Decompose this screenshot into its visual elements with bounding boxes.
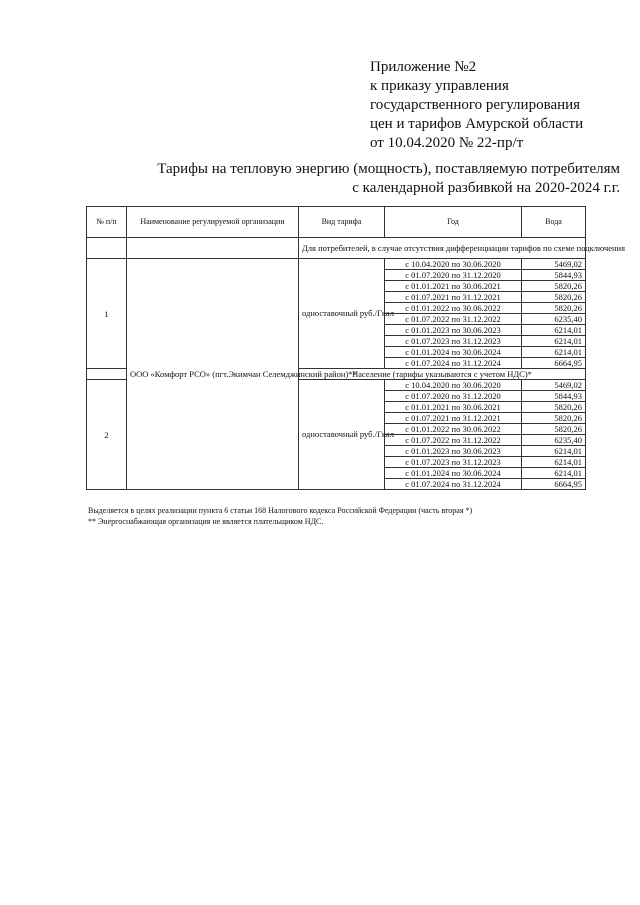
water-value-cell: 6214,01 — [522, 468, 586, 479]
water-value-cell: 5469,02 — [522, 259, 586, 270]
document-title-line1: Тарифы на тепловую энергию (мощность), поставляемую потребителям — [157, 161, 620, 177]
period-cell: с 01.01.2022 по 30.06.2022 — [385, 303, 522, 314]
period-cell: с 10.04.2020 по 30.06.2020 — [385, 259, 522, 270]
period-cell: с 01.01.2023 по 30.06.2023 — [385, 325, 522, 336]
period-cell: с 01.07.2020 по 31.12.2020 — [385, 270, 522, 281]
water-value-cell: 6664,95 — [522, 358, 586, 369]
water-value-cell: 5469,02 — [522, 380, 586, 391]
document-title-line2: с календарной разбивкой на 2020-2024 г.г. — [352, 180, 620, 196]
tariff-type-2: одноставочный руб./Гкал — [299, 380, 385, 490]
water-value-cell: 6214,01 — [522, 457, 586, 468]
water-value-cell: 5844,93 — [522, 270, 586, 281]
section-label-general: Для потребителей, в случае отсутствия дифференциации тарифов по схеме подключения — [299, 238, 586, 259]
header-water: Вода — [522, 207, 586, 238]
table-row — [87, 259, 586, 270]
period-cell: с 01.07.2023 по 31.12.2023 — [385, 336, 522, 347]
section-empty-cell — [127, 238, 299, 259]
period-cell: с 01.07.2024 по 31.12.2024 — [385, 358, 522, 369]
period-cell: с 01.07.2020 по 31.12.2020 — [385, 391, 522, 402]
water-value-cell: 6214,01 — [522, 325, 586, 336]
section-row-1 — [87, 238, 586, 259]
section-label-population: Население (тарифы указываются с учетом НДС)* — [299, 369, 586, 380]
water-value-cell: 6214,01 — [522, 336, 586, 347]
approval-header — [370, 58, 630, 153]
period-cell: с 01.07.2021 по 31.12.2021 — [385, 292, 522, 303]
period-cell: с 01.01.2021 по 30.06.2021 — [385, 402, 522, 413]
period-cell: с 01.07.2024 по 31.12.2024 — [385, 479, 522, 490]
header-num: № п/п — [87, 207, 127, 238]
header-period: Год — [385, 207, 522, 238]
water-value-cell: 6235,40 — [522, 435, 586, 446]
tariff-table-body — [87, 238, 626, 490]
water-value-cell: 6214,01 — [522, 347, 586, 358]
header-line-order: к приказу управления — [370, 78, 509, 94]
header-line-date-number: от 10.04.2020 № 22-пр/т — [370, 135, 524, 151]
table-header-row — [87, 207, 586, 238]
water-value-cell: 5820,26 — [522, 413, 586, 424]
organization-name: ООО «Комфорт РСО» (пгт.Экимчан Селемджинский район)** — [127, 259, 299, 490]
period-cell: с 01.01.2022 по 30.06.2022 — [385, 424, 522, 435]
header-line-department: государственного регулирования — [370, 97, 581, 113]
footnote-vat: Выделяется в целях реализации пункта 6 статьи 168 Налогового кодекса Российской Федерации (часть вторая *) — [88, 506, 473, 515]
tariff-type-1: одноставочный руб./Гкал — [299, 259, 385, 369]
header-type: Вид тарифа — [299, 207, 385, 238]
footnotes — [88, 505, 608, 527]
water-value-cell: 5820,26 — [522, 424, 586, 435]
document-title — [60, 160, 620, 198]
water-value-cell: 6664,95 — [522, 479, 586, 490]
water-value-cell: 6214,01 — [522, 446, 586, 457]
water-value-cell: 5820,26 — [522, 292, 586, 303]
period-cell: с 01.01.2021 по 30.06.2021 — [385, 281, 522, 292]
row-number-2: 2 — [87, 380, 127, 490]
period-cell: с 01.07.2021 по 31.12.2021 — [385, 413, 522, 424]
period-cell: с 01.07.2023 по 31.12.2023 — [385, 457, 522, 468]
period-cell: с 01.07.2022 по 31.12.2022 — [385, 314, 522, 325]
tariff-table — [86, 206, 626, 490]
section-empty-cell — [87, 369, 127, 380]
header-line-region: цен и тарифов Амурской области — [370, 116, 584, 132]
period-cell: с 01.07.2022 по 31.12.2022 — [385, 435, 522, 446]
section-empty-cell — [87, 238, 127, 259]
period-cell: с 10.04.2020 по 30.06.2020 — [385, 380, 522, 391]
water-value-cell: 5820,26 — [522, 402, 586, 413]
water-value-cell: 6235,40 — [522, 314, 586, 325]
period-cell: с 01.01.2024 по 30.06.2024 — [385, 468, 522, 479]
period-cell: с 01.01.2023 по 30.06.2023 — [385, 446, 522, 457]
period-cell: с 01.01.2024 по 30.06.2024 — [385, 347, 522, 358]
water-value-cell: 5820,26 — [522, 281, 586, 292]
header-line-appendix: Приложение №2 — [370, 59, 477, 75]
water-value-cell: 5844,93 — [522, 391, 586, 402]
row-number-1: 1 — [87, 259, 127, 369]
header-org: Наименование регулируемой организации — [127, 207, 299, 238]
footnote-non-vat-payer: ** Энергоснабжающая организация не является плательщиком НДС. — [88, 517, 324, 526]
water-value-cell: 5820,26 — [522, 303, 586, 314]
